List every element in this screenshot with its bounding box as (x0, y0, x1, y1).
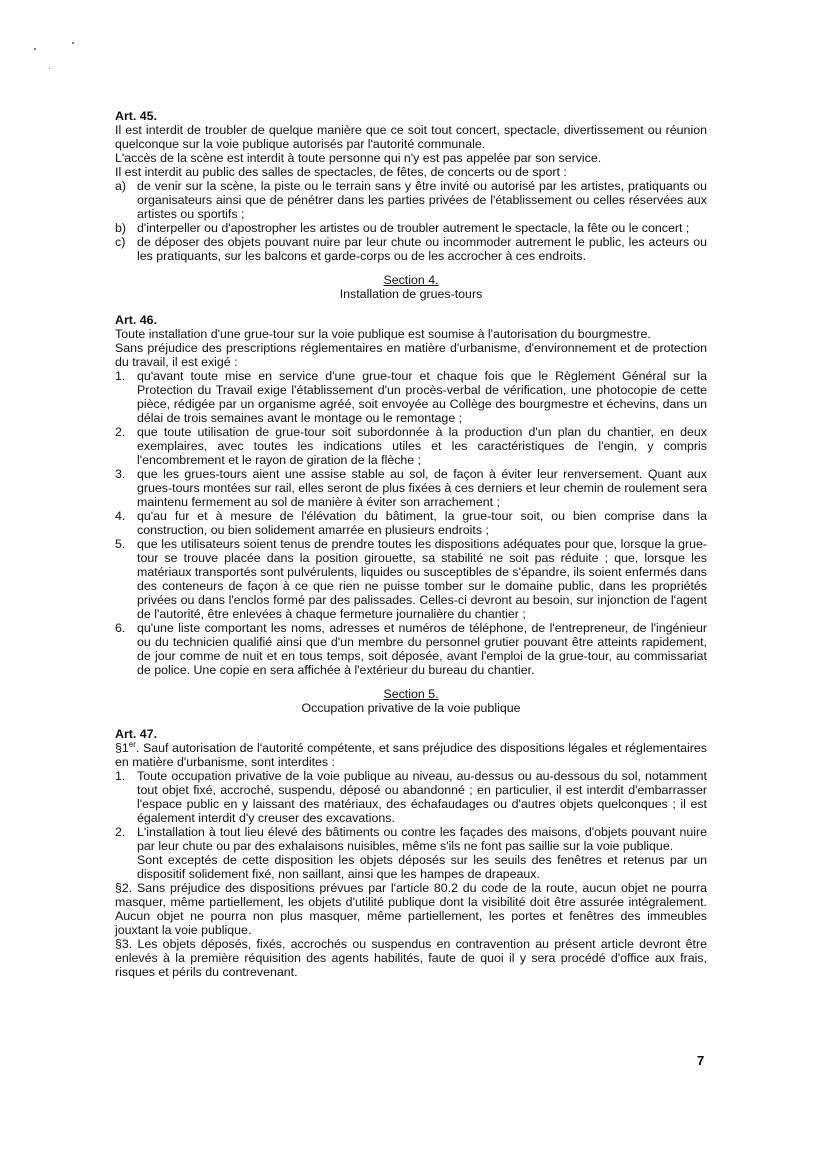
list-text: d'interpeller ou d'apostropher les artistes ou de troubler autrement le spectacle, la fête ou le concert ; (137, 221, 690, 235)
list-text: qu'une liste comportant les noms, adresses et numéros de téléphone, de l'entrepreneur, de l'ingénieur ou du technicien qualifié ainsi que d'un membre du personnel grutier pouvant être atteints rapidement, de jour comme de nuit et en tous temps, soit déposée, avant l'emploi de la grue-tour, au commissariat de police. Une copie en sera affichée à l'extérieur du bureau du chantier. (137, 621, 707, 677)
list-label: 3. (115, 467, 126, 481)
list-label: 5. (115, 537, 126, 551)
section-title: Occupation privative de la voie publique (301, 701, 521, 715)
list-text: de venir sur la scène, la piste ou le terrain sans y être invité ou autorisé par les artistes, pratiquants ou organisateurs ainsi que de pénétrer dans les parties privées de l'établissement ou celles réservées aux artistes ou sportifs ; (137, 179, 707, 221)
list-label: 1. (115, 369, 126, 383)
article-47-paragraph-3: §3. Les objets déposés, fixés, accrochés ou suspendus en contravention au présent article devront être enlevés à la première réquisition des agents habilités, faute de quoi il y sera procédé d'office aux frais, risques et périls du contrevenant. (115, 937, 707, 979)
section-title: Installation de grues-tours (339, 287, 483, 301)
article-45-paragraph: L'accès de la scène est interdit à toute personne qui n'y est pas appelée par son service. (115, 151, 602, 165)
list-text: qu'au fur et à mesure de l'élévation du bâtiment, la grue-tour soit, ou bien comprise dans la construction, ou bien solidement amarrée en plusieurs endroits ; (137, 509, 707, 537)
article-45-list (115, 179, 707, 263)
list-text: de déposer des objets pouvant nuire par leur chute ou incommoder autrement le public, les acteurs ou les pratiquants, sur les balcons et garde-corps ou de les accrocher à ces endroits. (137, 235, 707, 263)
article-46-paragraph: Sans préjudice des prescriptions réglementaires en matière d'urbanisme, d'environnement et de protection du travail, il est exigé : (115, 341, 707, 369)
section-number: Section 5. (383, 687, 439, 701)
scan-speck (34, 48, 36, 50)
list-text: que toute utilisation de grue-tour soit subordonnée à la production d'un plan du chantier, en deux exemplaires, avec toutes les indications utiles et les caractéristiques de l'engin, y compris l'encombrement et le rayon de giration de la flèche ; (137, 425, 707, 467)
list-text: que les grues-tours aient une assise stable au sol, de façon à éviter leur renversement. Quant aux grues-tours montées sur rail, elles seront de plus fixées à ces derniers et leur chemin de roulement sera maintenu fermement au sol de manière à éviter son arrachement ; (137, 467, 707, 509)
list-label: 4. (115, 509, 126, 523)
list-item (115, 537, 707, 621)
list-label: a) (115, 179, 127, 193)
list-text: Toute occupation privative de la voie publique au niveau, au-dessus ou au-dessous du sol, notamment tout objet fixé, accroché, suspendu, déposé ou abandonné ; en particulier, il est interdit d'embarrasser l'espace public en y laissant des matériaux, des échafaudages ou d'autres objets quelconques ; il est également interdit d'y creuser des excavations. (137, 769, 707, 825)
list-label: 2. (115, 425, 126, 439)
list-item (115, 509, 707, 537)
scan-speck (72, 42, 74, 44)
list-item (115, 235, 707, 263)
paragraph-symbol: §1 (115, 741, 129, 755)
list-item (115, 621, 707, 677)
list-text: que les utilisateurs soient tenus de prendre toutes les dispositions adéquates pour que, lorsque la grue-tour se trouve placée dans la position girouette, sa stabilité ne soit pas réduite ; que, lorsque les matériaux transportés sont pulvérulents, liquides ou susceptibles de s'épandre, ils soient enfermés dans des conteneurs de façon à ce que rien ne puisse tomber sur le domaine public, dans les propriétés privées ou dans l'enclos formé par des palissades. Celles-ci devront au besoin, sur injonction de l'agent de l'autorité, être enlevées à chaque fermeture journalière du chantier ; (137, 537, 707, 621)
list-label: b) (115, 221, 127, 235)
article-47-paragraph-1 (115, 741, 707, 769)
paragraph-text: . Sauf autorisation de l'autorité compétente, et sans préjudice des dispositions légales et réglementaires en matière d'urbanisme, sont interdites : (115, 741, 707, 769)
article-46-list (115, 369, 707, 677)
article-47-paragraph-2: §2. Sans préjudice des dispositions prévues par l'article 80.2 du code de la route, aucun objet ne pourra masquer, même partiellement, les objets d'utilité publique dont la visibilité doit être assurée intégralement. Aucun objet ne pourra non plus masquer, même partiellement, les portes et fenêtres des immeubles jouxtant la voie publique. (115, 881, 707, 937)
list-label: 1. (115, 769, 126, 783)
article-45-paragraph: Il est interdit de troubler de quelque manière que ce soit tout concert, spectacle, divertissement ou réunion quelconque sur la voie publique autorisés par l'autorité communale. (115, 123, 707, 151)
section-number: Section 4. (383, 273, 439, 287)
article-46-title: Art. 46. (115, 313, 158, 327)
article-47-title: Art. 47. (115, 727, 158, 741)
list-label: 6. (115, 621, 126, 635)
list-item (115, 221, 707, 235)
list-item (115, 179, 707, 221)
list-item (115, 769, 707, 825)
article-47-list (115, 769, 707, 853)
list-label: c) (115, 235, 126, 249)
article-47-exception: Sont exceptés de cette disposition les objets déposés sur les seuils des fenêtres et retenus par un dispositif solidement fixé, non saillant, ainsi que les hampes de drapeaux. (137, 853, 707, 881)
article-45-paragraph: Il est interdit au public des salles de spectacles, de fêtes, de concerts ou de sport : (115, 165, 567, 179)
list-text: L'installation à tout lieu élevé des bâtiments ou contre les façades des maisons, d'objets pouvant nuire par leur chute ou par des exhalaisons nuisibles, même s'ils ne font pas saillie sur la voie publique. (137, 825, 707, 853)
list-item (115, 369, 707, 425)
section-4-heading (115, 273, 707, 301)
scan-speck (49, 68, 50, 69)
section-5-heading (115, 687, 707, 715)
superscript: er (128, 739, 136, 749)
list-item (115, 425, 707, 467)
list-item (115, 825, 707, 853)
article-46-paragraph: Toute installation d'une grue-tour sur la voie publique est soumise à l'autorisation du bourgmestre. (115, 327, 651, 341)
page-number: 7 (697, 1053, 705, 1068)
article-45-title: Art. 45. (115, 109, 158, 123)
list-label: 2. (115, 825, 126, 839)
list-text: qu'avant toute mise en service d'une grue-tour et chaque fois que le Règlement Général sur la Protection du Travail exige l'établissement d'un procès-verbal de vérification, une photocopie de cette pièce, rédigée par un organisme agréé, soit envoyée au Collège des bourgmestre et échevins, dans un délai de trois semaines avant le montage ou le remontage ; (137, 369, 707, 425)
list-item (115, 467, 707, 509)
document-page (115, 109, 707, 979)
